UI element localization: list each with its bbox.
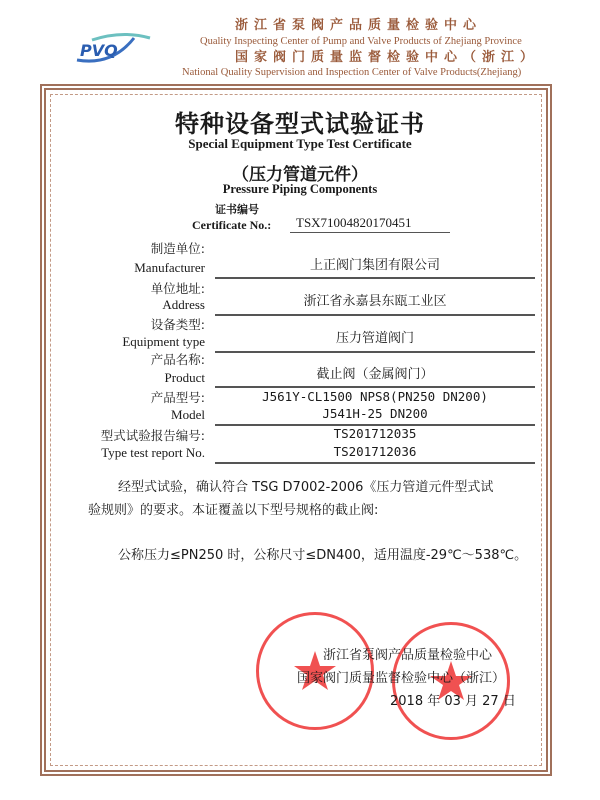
issue-date: 2018 年 03 月 27 日 [390, 694, 516, 709]
org-name-en-2: National Quality Supervision and Inspection Center of Valve Products(Zhejiang) [182, 67, 522, 78]
issuer-name-2: 国家阀门质量监督检验中心（浙江） [297, 671, 506, 686]
subtitle-en: Pressure Piping Components [222, 182, 378, 196]
certificate-title-en: Special Equipment Type Test Certificate [188, 136, 412, 151]
org-name-cn-2: 国家阀门质量监督检验中心（浙江） [235, 50, 540, 65]
divider [215, 351, 535, 353]
model-label-en: Model [171, 407, 205, 422]
product-label-cn: 产品名称: [150, 352, 205, 367]
body-text-line-1: 经型式试验，确认符合 TSG D7002-2006《压力管道元件型式试 [118, 480, 494, 495]
cert-no-label-cn: 证书编号 [215, 203, 259, 216]
report-no-value-1: TS201712035 [333, 426, 417, 441]
cert-no-underline [290, 232, 450, 233]
report-no-label-cn: 型式试验报告编号: [100, 428, 205, 443]
divider [215, 314, 535, 316]
report-no-label-en: Type test report No. [101, 445, 205, 460]
svg-text:PVQ: PVQ [80, 41, 118, 60]
model-label-cn: 产品型号: [150, 390, 205, 405]
manufacturer-label-cn: 制造单位: [150, 241, 205, 256]
model-value-1: J561Y-CL1500 NPS8(PN250 DN200) [262, 389, 488, 404]
address-label-cn: 单位地址: [150, 281, 205, 296]
manufacturer-label-en: Manufacturer [134, 260, 205, 275]
cert-no-value: TSX71004820170451 [296, 215, 412, 230]
subtitle-cn: （压力管道元件） [232, 165, 368, 185]
cert-no-label-en: Certificate No.: [192, 218, 272, 232]
certificate-title-cn: 特种设备型式试验证书 [175, 110, 425, 138]
divider [215, 462, 535, 464]
body-text-line-3: 公称压力≤PN250 时，公称尺寸≤DN400，适用温度-29℃～538℃。 [118, 548, 528, 563]
equipment-type-value: 压力管道阀门 [335, 331, 414, 346]
logo [72, 30, 152, 64]
org-name-cn-1: 浙江省泵阀产品质量检验中心 [235, 18, 483, 33]
manufacturer-value: 上正阀门集团有限公司 [309, 258, 440, 273]
address-label-en: Address [162, 297, 205, 312]
equipment-type-label-en: Equipment type [122, 334, 205, 349]
issuer-name-1: 浙江省泵阀产品质量检验中心 [323, 648, 493, 663]
org-name-en-1: Quality Inspecting Center of Pump and Valve Products of Zhejiang Province [200, 36, 522, 47]
model-value-2: J541H-25 DN200 [322, 406, 428, 421]
report-no-value-2: TS201712036 [333, 444, 417, 459]
product-value: 截止阀（金属阀门） [316, 367, 434, 382]
body-text-line-2: 验规则》的要求。本证覆盖以下型号规格的截止阀: [88, 503, 379, 518]
equipment-type-label-cn: 设备类型: [150, 317, 205, 332]
divider [215, 277, 535, 279]
product-label-en: Product [164, 370, 205, 385]
divider [215, 386, 535, 388]
address-value: 浙江省永嘉县东瓯工业区 [303, 294, 447, 309]
